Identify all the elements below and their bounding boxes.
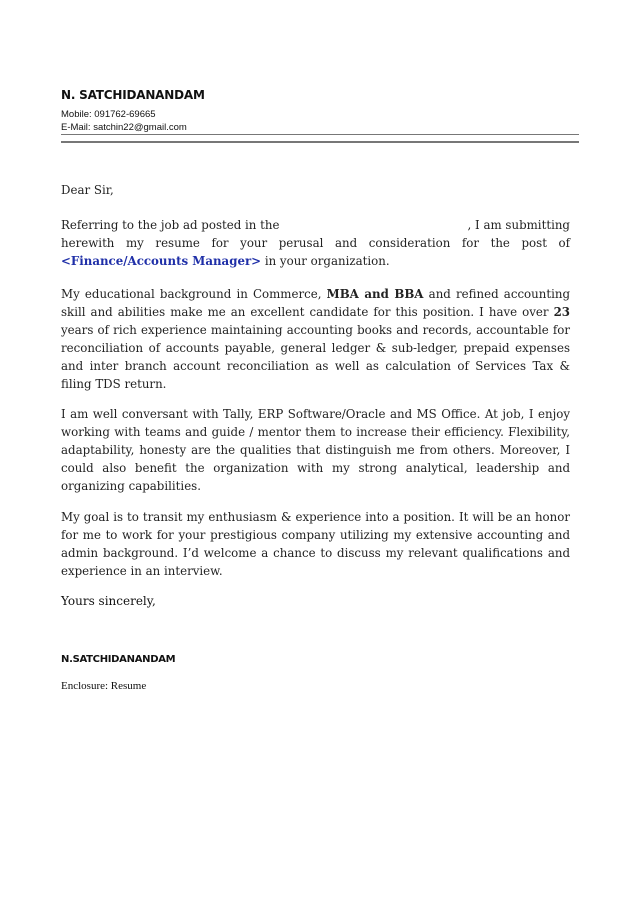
background-text-a: My educational background in Commerce,	[61, 287, 322, 301]
degrees: MBA and BBA	[326, 287, 424, 301]
intro-text-b: , I am submitting herewith my resume for your perusal and consideration for the post of	[61, 218, 570, 250]
job-post-title: <Finance/Accounts Manager>	[61, 254, 262, 268]
sender-email: E-Mail: satchin22@gmail.com	[61, 122, 187, 133]
salutation: Dear Sir,	[61, 183, 114, 197]
signature-name: N.SATCHIDANANDAM	[61, 654, 176, 665]
intro-text-c: in your organization.	[264, 254, 390, 268]
enclosure-note: Enclosure: Resume	[61, 680, 147, 692]
background-text-b: and refined accounting skill and abilities make me an excellent candidate for this position. I have over	[61, 287, 571, 319]
closing: Yours sincerely,	[61, 594, 156, 608]
paragraph-background	[61, 285, 570, 393]
sender-name: N. SATCHIDANANDAM	[61, 88, 205, 102]
skills-text: I am well conversant with Tally, ERP Software/Oracle and MS Office. At job, I enjoy working with teams and guide / mentor them to increase their efficiency. Flexibility, adaptability, honesty are the qualities that distinguish me from others. Moreover, I could also benefit the organization with my strong analytical, leadership and organizing capabilities.	[61, 407, 570, 493]
header-divider-thin	[61, 134, 579, 135]
paragraph-intro	[61, 216, 570, 270]
paragraph-goal	[61, 508, 570, 580]
goal-text: My goal is to transit my enthusiasm & experience into a position. It will be an honor for me to work for your prestigious company utilizing my extensive accounting and admin background. I’d welcome a chance to discuss my relevant qualifications and experience in an interview.	[61, 510, 570, 578]
sender-mobile: Mobile: 091762-69665	[61, 109, 156, 120]
header-divider-thick	[61, 141, 579, 143]
background-text-c: years of rich experience maintaining accounting books and records, accountable for reconciliation of accounts payable, general ledger & sub-ledger, prepaid expenses and inter branch account reconciliation as well as calculation of Services Tax & filing TDS return.	[61, 323, 570, 391]
intro-text-a: Referring to the job ad posted in the	[61, 218, 280, 232]
paragraph-skills	[61, 405, 570, 495]
years-experience: 23	[553, 305, 571, 319]
